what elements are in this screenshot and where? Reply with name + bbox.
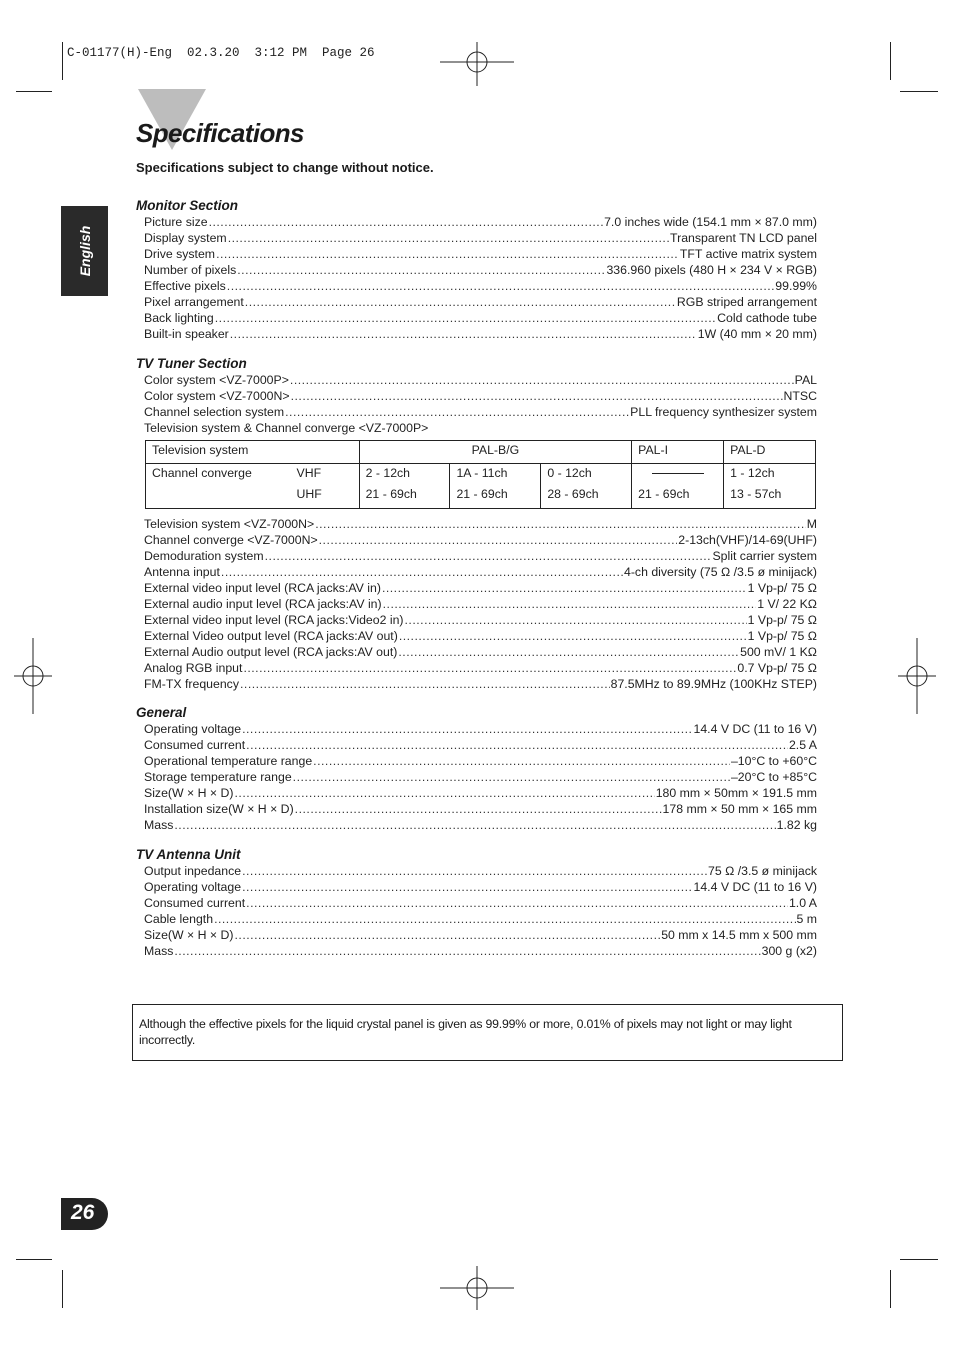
spec-row: Color system <VZ-7000N> ..... NTSC <box>144 388 817 404</box>
page-subtitle: Specifications subject to change without notice. <box>136 160 434 175</box>
table-cell: 0 - 12ch <box>541 464 632 486</box>
spec-row: Pixel arrangement ..... RGB striped arrangement <box>144 294 817 310</box>
spec-row: Consumed current ..... 2.5 A <box>144 737 817 753</box>
spec-row: Drive system ..... TFT active matrix system <box>144 246 817 262</box>
spec-row: Color system <VZ-7000P> ..... PAL <box>144 372 817 388</box>
table-cell: 21 - 69ch <box>450 485 541 509</box>
table-cell: 1A - 11ch <box>450 464 541 486</box>
language-label: English <box>76 225 93 277</box>
table-cell: 2 - 12ch <box>359 464 450 486</box>
spec-row: Operating voltage ..... 14.4 V DC (11 to 16 V) <box>144 721 817 737</box>
spec-row: Television system <VZ-7000N> ..... M <box>144 516 817 532</box>
table-row <box>146 441 816 464</box>
spec-row: Back lighting ..... Cold cathode tube <box>144 310 817 326</box>
channel-converge-label: Channel converge <box>152 466 252 480</box>
page-number: 26 <box>71 1201 95 1224</box>
spec-row: External video input level (RCA jacks:AV in) ..... 1 Vp-p/ 75 Ω <box>144 580 817 596</box>
vhf-label: VHF <box>296 466 322 480</box>
spec-row: Size(W × H × D) ..... 180 mm × 50mm × 191.5 mm <box>144 785 817 801</box>
spec-row: Size(W × H × D) ..... 50 mm x 14.5 mm x 500 mm <box>144 927 817 943</box>
spec-row: Demoduration system ..... Split carrier system <box>144 548 817 564</box>
table-header-cell: PAL-B/G <box>359 441 632 464</box>
spec-row: Number of pixels ..... 336.960 pixels (480 H × 234 V × RGB) <box>144 262 817 278</box>
television-system-table <box>145 440 816 509</box>
table-cell: 28 - 69ch <box>541 485 632 509</box>
spec-row: Cable length ..... 5 m <box>144 911 817 927</box>
spec-row: External Video output level (RCA jacks:AV out) ..... 1 Vp-p/ 75 Ω <box>144 628 817 644</box>
page-number-badge <box>61 1198 108 1230</box>
table-cell <box>146 485 360 509</box>
table-cell-empty <box>632 464 724 486</box>
print-slug: C-01177(H)-Eng 02.3.20 3:12 PM Page 26 <box>67 46 375 60</box>
not-applicable-dash <box>652 473 704 474</box>
table-cell <box>146 464 360 486</box>
spec-row: External audio input level (RCA jacks:AV in) ..... 1 V/ 22 KΩ <box>144 596 817 612</box>
table-header-cell: Television system <box>146 441 360 464</box>
spec-row: Storage temperature range ..... –20°C to +85°C <box>144 769 817 785</box>
spec-row: Antenna input ..... 4-ch diversity (75 Ω /3.5 ø minijack) <box>144 564 817 580</box>
table-cell: 21 - 69ch <box>632 485 724 509</box>
table-caption: Television system & Channel converge <VZ-7000P> <box>144 421 429 435</box>
spec-row: Channel selection system ..... PLL frequency synthesizer system <box>144 404 817 420</box>
spec-row: Mass ..... 300 g (x2) <box>144 943 817 959</box>
spec-row: Display system ..... Transparent TN LCD panel <box>144 230 817 246</box>
section-title-tv-antenna: TV Antenna Unit <box>136 847 241 862</box>
spec-row: External Audio output level (RCA jacks:AV out) ..... 500 mV/ 1 KΩ <box>144 644 817 660</box>
table-row <box>146 485 816 509</box>
table-cell: 13 - 57ch <box>724 485 816 509</box>
table-header-cell: PAL-D <box>724 441 816 464</box>
page-title: Specifications <box>136 118 304 148</box>
section-title-general: General <box>136 705 187 720</box>
spec-row: Operational temperature range ..... –10°C to +60°C <box>144 753 817 769</box>
spec-row: Operating voltage ..... 14.4 V DC (11 to 16 V) <box>144 879 817 895</box>
section-title-monitor: Monitor Section <box>136 198 238 213</box>
spec-row: Effective pixels ..... 99.99% <box>144 278 817 294</box>
table-row <box>146 464 816 486</box>
spec-row: Installation size(W × H × D) ..... 178 mm × 50 mm × 165 mm <box>144 801 817 817</box>
spec-row: Built-in speaker ..... 1W (40 mm × 20 mm) <box>144 326 817 342</box>
table-cell: 1 - 12ch <box>724 464 816 486</box>
language-tab <box>61 206 108 296</box>
notice-box: Although the effective pixels for the liquid crystal panel is given as 99.99% or more, 0.01% of pixels may not light or may light incorrectly. <box>132 1004 843 1061</box>
spec-row: Output inpedance ..... 75 Ω /3.5 ø minijack <box>144 863 817 879</box>
spec-row: External video input level (RCA jacks:Video2 in) ..... 1 Vp-p/ 75 Ω <box>144 612 817 628</box>
table-header-cell: PAL-I <box>632 441 724 464</box>
spec-row: Analog RGB input ..... 0.7 Vp-p/ 75 Ω <box>144 660 817 676</box>
spec-row: Mass ..... 1.82 kg <box>144 817 817 833</box>
table-cell: 21 - 69ch <box>359 485 450 509</box>
spec-row: Channel converge <VZ-7000N> ..... 2-13ch(VHF)/14-69(UHF) <box>144 532 817 548</box>
spec-row: Picture size ..... 7.0 inches wide (154.1 mm × 87.0 mm) <box>144 214 817 230</box>
spec-row: FM-TX frequency ..... 87.5MHz to 89.9MHz (100KHz STEP) <box>144 676 817 692</box>
spec-row: Consumed current ..... 1.0 A <box>144 895 817 911</box>
uhf-label: UHF <box>296 487 322 501</box>
section-title-tv-tuner: TV Tuner Section <box>136 356 247 371</box>
